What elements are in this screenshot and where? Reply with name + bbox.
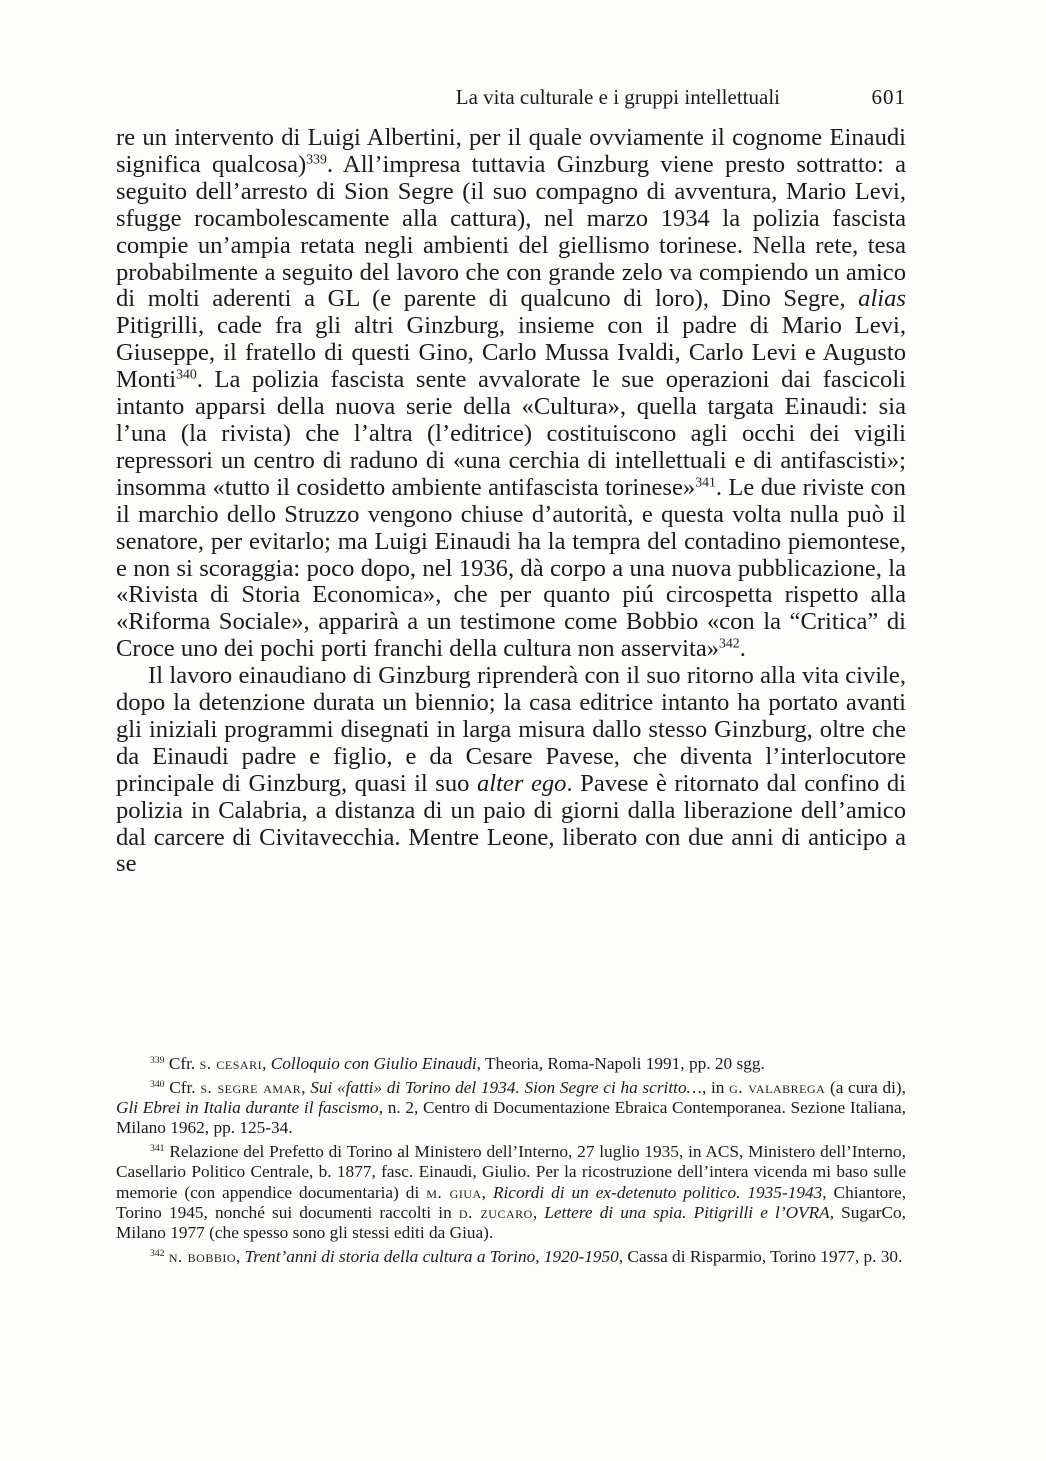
footnotes [116,1054,906,1271]
footnote-text: , Chiantore, Torino 1945, nonché sui documenti raccolti in [116,1182,907,1222]
note-ref-340[interactable]: 340 [176,366,197,382]
note-ref-339[interactable]: 339 [306,151,327,167]
footnote-text: , [532,1202,545,1222]
alter-ego-italic: alter ego [476,769,567,797]
footnote-author: d. zucaro [458,1202,533,1222]
paragraph-1-text-6: . [739,635,746,663]
footnote-text: , [481,1182,493,1202]
footnote-text: , in [701,1078,730,1098]
footnote-number: 340 [150,1079,165,1091]
footnote-title: Lettere di una spia. Pitigrilli e l’OVRA [544,1202,830,1222]
paragraph-1-text-1: re un intervento di Luigi Albertini, per il quale ovviamente il cognome Einaudi significa qualcosa) [116,124,906,178]
footnote-339 [116,1054,906,1074]
footnote-text: , [262,1054,271,1073]
footnote-title: Colloquio con Giulio Einaudi [270,1054,477,1073]
paragraph-1-text-4: . La polizia fascista sente avvalorate le sue operazioni dai fascicoli intanto apparsi della nuova serie della «Cultura», quella targata Einaudi: sia l’una (la rivista) che l’altra (l’editrice) costituiscono agli occhi dei vigili repressori un centro di raduno di «una cerchia di intellettuali e di antifascisti»; insomma «tutto il cosidetto ambiente antifascista torinese» [116,366,906,501]
paragraph-1-text-3: Pitigrilli, cade fra gli altri Ginzburg, insieme con il padre di Mario Levi, Giuseppe, il fratello di questi Gino, Carlo Mussa Ivaldi, Carlo Levi e Augusto Monti [116,312,906,394]
main-text [116,125,906,878]
note-ref-341[interactable]: 341 [695,474,716,490]
footnote-text: Cfr. [169,1078,201,1098]
footnote-title: Gli Ebrei in Italia durante il fascismo [116,1098,379,1118]
footnote-text: (a cura di), [825,1078,906,1098]
footnote-number: 342 [150,1247,165,1259]
paragraph-2-text-1: Il lavoro einaudiano di Ginzburg riprenderà con il suo ritorno alla vita civile, dopo la detenzione durata un biennio; la casa editrice intanto ha portato avanti gli iniziali programmi disegnati in larga misura dallo stesso Ginzburg, oltre che da Einaudi padre e figlio, e da Cesare Pavese, che diventa l’interlocutore principale di Ginzburg, quasi il suo [116,662,906,797]
footnote-text: , SugarCo, Milano 1977 (che spesso sono gli stessi editi da Giua). [116,1202,906,1242]
footnote-number: 339 [150,1055,165,1066]
paragraph-1-text-5: . Le due riviste con il marchio dello Struzzo vengono chiuse d’autorità, e questa volta nulla può il senatore, per evitarlo; ma Luigi Einaudi ha la tempra del contadino piemontese, e non si scoraggia: poco dopo, nel 1936, dà corpo a una nuova pubblicazione, la «Rivista di Storia Economica», che per quanto piú circospetta rispetto alla «Riforma Sociale», apparirà a un testimone come Bobbio «con la “Critica” di Croce uno dei pochi porti franchi della cultura non asservita» [116,473,906,663]
page-number: 601 [871,85,906,109]
paragraph-1 [116,125,906,663]
footnote-text: , [236,1246,245,1266]
footnote-title: Sui «fatti» di Torino del 1934. Sion Segre ci ha scritto… [310,1078,702,1098]
footnote-title: Ricordi di un ex-detenuto politico. 1935-1943 [492,1182,823,1202]
footnote-number: 341 [150,1143,165,1155]
paragraph-2 [116,663,906,878]
footnote-author: m. giua [426,1182,482,1202]
footnote-340 [116,1078,906,1138]
footnote-author: s. segre amar [200,1078,302,1098]
footnote-text: Relazione del Prefetto di Torino al Ministero dell’Interno, 27 luglio 1935, in ACS, Ministero dell’Interno, Casellario Politico Centrale, b. 1877, fasc. Einaudi, Giulio. Per la ricostruzione dell’intera vicenda mi baso sulle memorie (con appendice documentaria) di [116,1142,907,1202]
paragraph-2-text-2: . Pavese è ritornato dal confino di polizia in Calabria, a distanza di un paio di giorni dalla liberazione dell’amico dal carcere di Civitavecchia. Mentre Leone, liberato con due anni di anticipo a se [116,769,906,878]
footnote-341 [116,1142,906,1242]
footnote-text: , [301,1078,311,1098]
footnote-text: , Theoria, Roma-Napoli 1991, pp. 20 sgg. [476,1054,765,1073]
footnote-text: Cfr. [168,1054,200,1073]
footnote-text: , Cassa di Risparmio, Torino 1977, p. 30. [618,1246,903,1266]
running-title: La vita culturale e i gruppi intellettuali [455,85,780,109]
footnote-title: Trent’anni di storia della cultura a Torino, 1920-1950 [244,1246,619,1266]
footnote-342 [116,1247,906,1267]
footnote-editor: g. valabrega [729,1078,826,1098]
footnote-text: , n. 2, Centro di Documentazione Ebraica Contemporanea. Sezione Italiana, Milano 1962, pp. 125-34. [116,1098,906,1138]
footnote-author: n. bobbio [168,1246,236,1266]
note-ref-342[interactable]: 342 [719,635,740,651]
footnote-author: s. cesari [199,1054,263,1073]
running-header [116,82,906,112]
paragraph-1-text-2: . All’impresa tuttavia Ginzburg viene presto sottratto: a seguito dell’arresto di Sion Segre (il suo compagno di avventura, Mario Levi, sfugge rocambolescamente alla cattura), nel marzo 1934 la polizia fascista compie un’ampia retata negli ambienti del giellismo torinese. Nella rete, tesa probabilmente a seguito del lavoro che con grande zelo va compiendo un amico di molti aderenti a GL (e parente di qualcuno di loro), Dino Segre, [116,150,906,313]
alias-italic: alias [858,285,906,313]
